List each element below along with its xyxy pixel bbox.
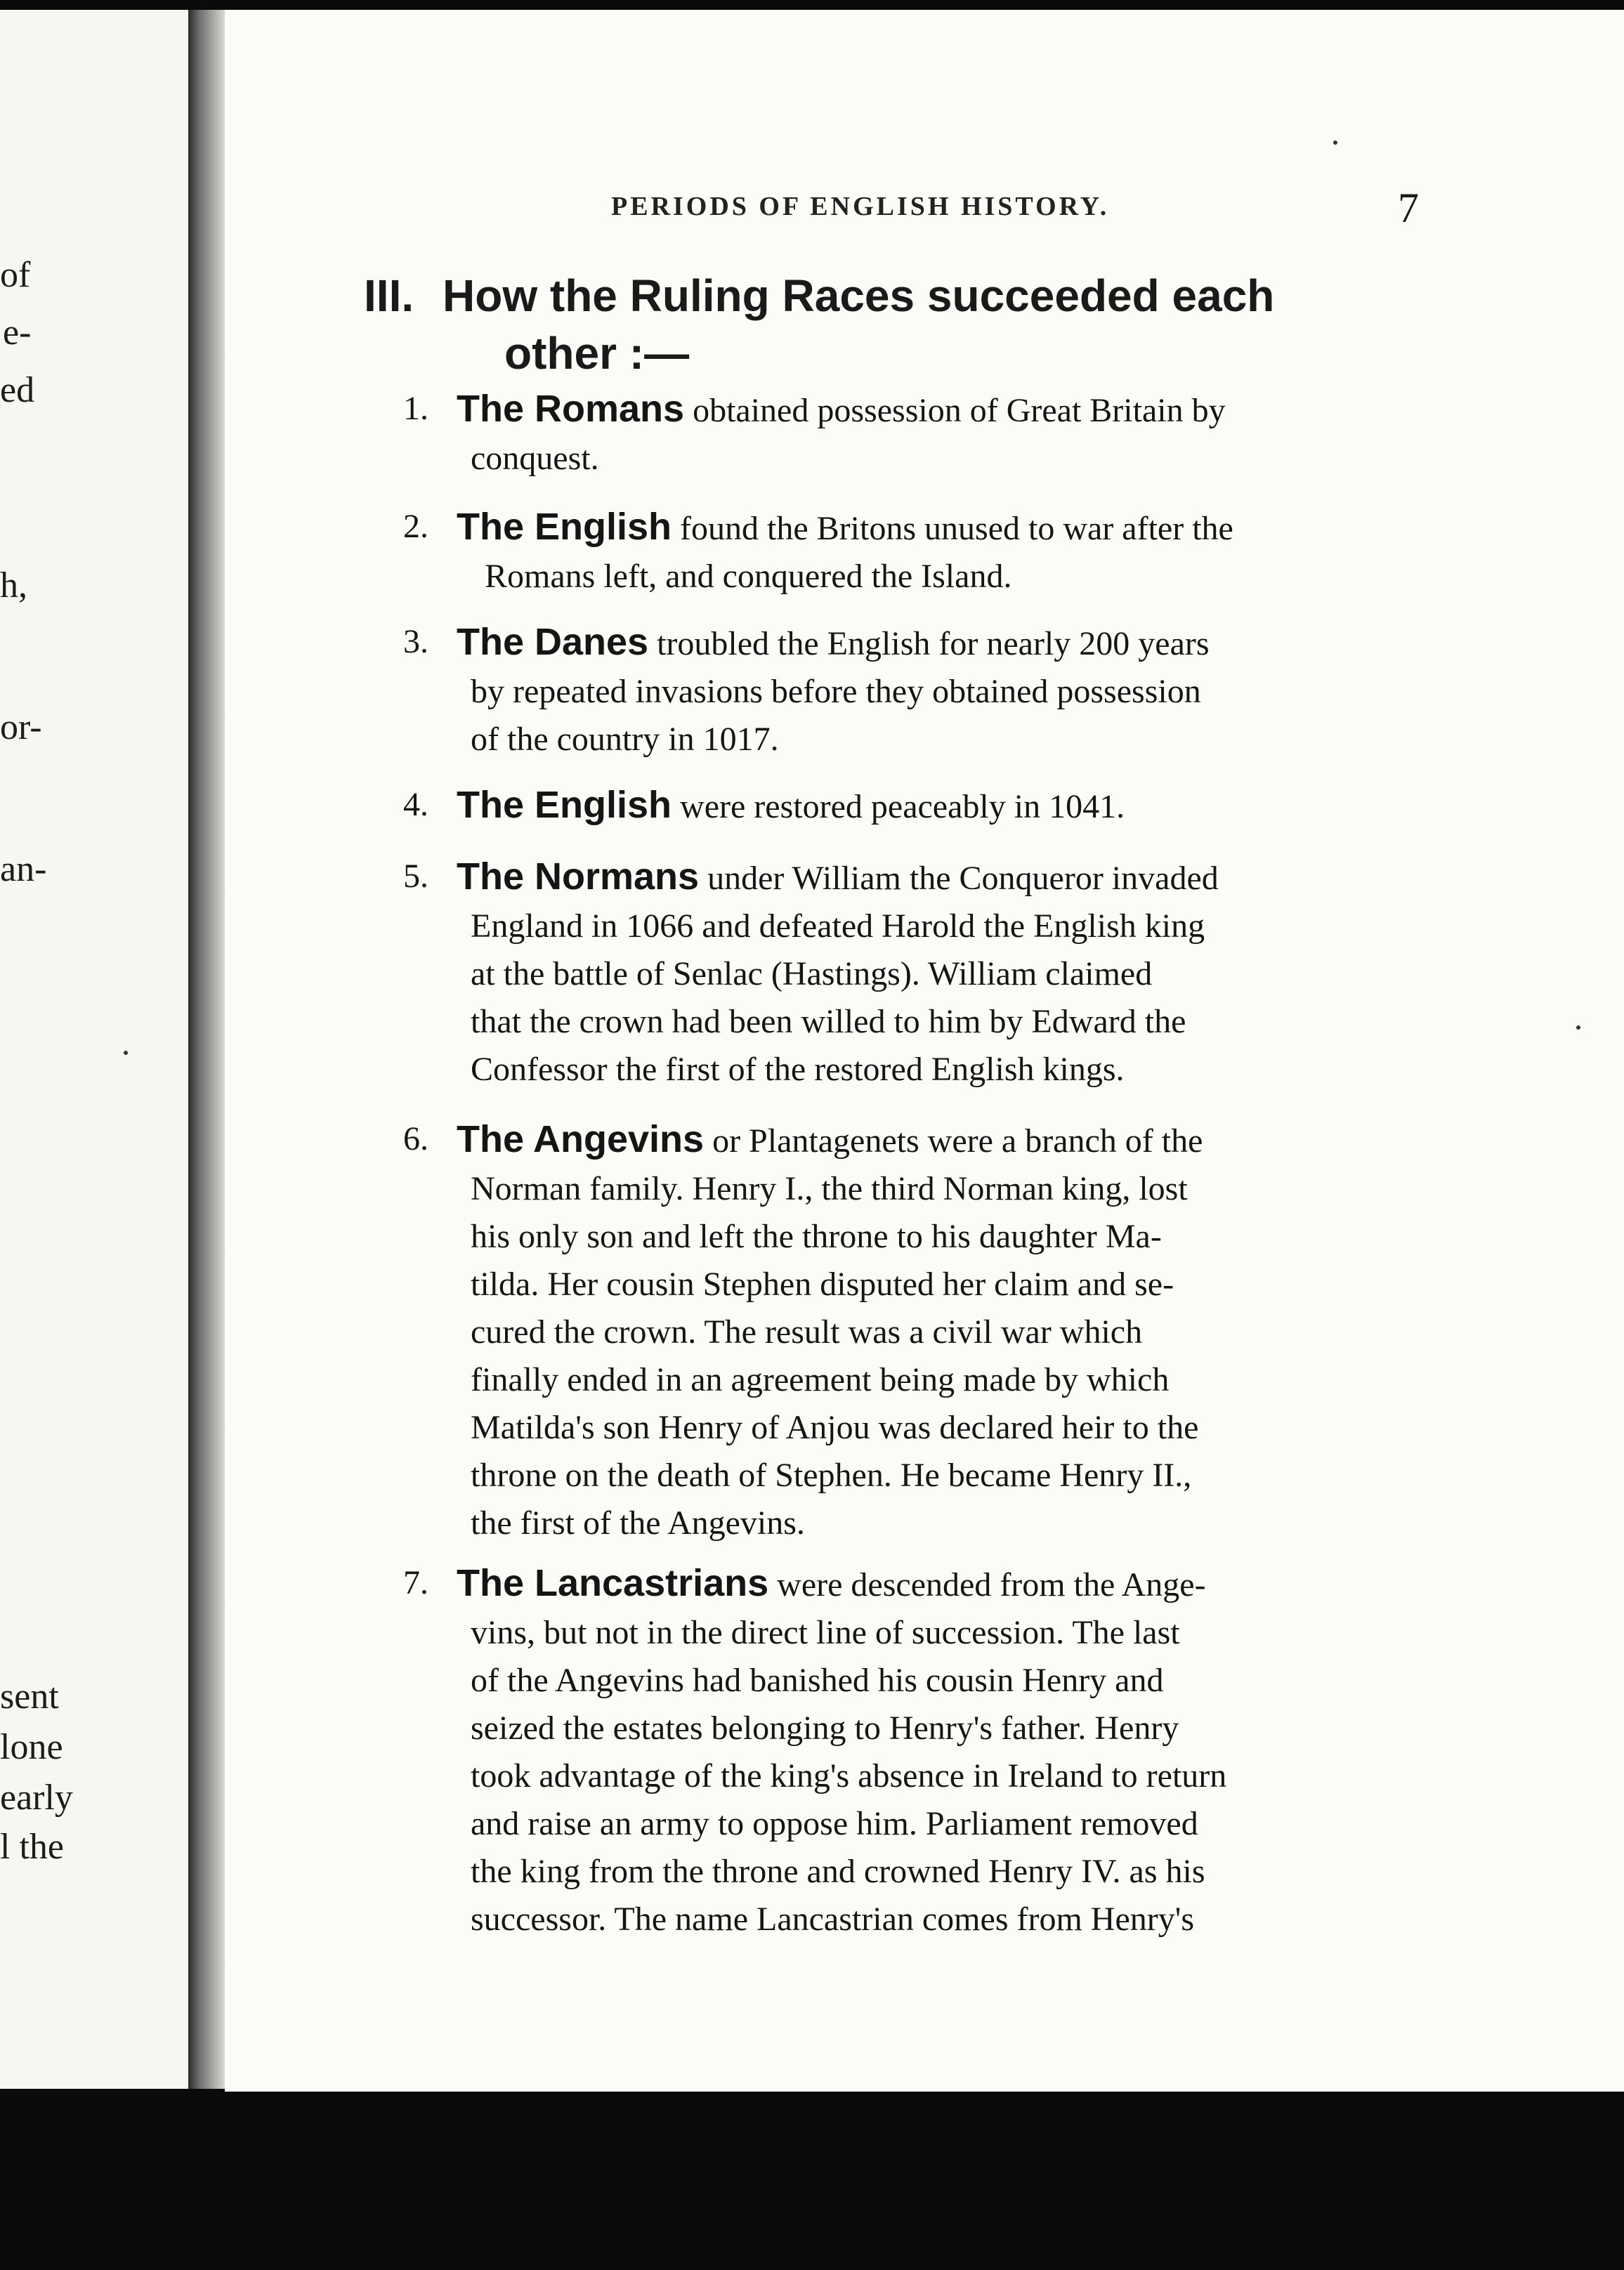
item-line: that the crown had been willed to him by Edward the xyxy=(471,1003,1186,1040)
item-lead: The Normans xyxy=(457,855,700,898)
item-line: throne on the death of Stephen. He became Henry II., xyxy=(471,1457,1192,1494)
list-item xyxy=(403,385,1436,483)
item-line: of the country in 1017. xyxy=(471,721,779,758)
page-number: 7 xyxy=(1398,185,1419,231)
item-line: England in 1066 and defeated Harold the English king xyxy=(471,907,1205,945)
running-header: PERIODS OF ENGLISH HISTORY. xyxy=(611,192,1110,221)
item-lead: The English xyxy=(457,784,672,826)
left-page-fragment: an- xyxy=(0,849,47,889)
item-number: 1. xyxy=(403,390,428,427)
item-line: or Plantagenets were a branch of the xyxy=(712,1122,1203,1160)
left-page-fragment: l the xyxy=(0,1827,64,1867)
left-page-fragment: h, xyxy=(0,565,27,605)
section-number: III. xyxy=(364,270,414,321)
section-title-line: other :— xyxy=(504,328,690,379)
list-item xyxy=(403,503,1436,601)
scan-speck xyxy=(124,1051,128,1055)
item-line: were restored peaceably in 1041. xyxy=(680,788,1125,825)
list-item xyxy=(403,1115,1436,1547)
scan-speck xyxy=(1576,1025,1580,1030)
item-line: troubled the English for nearly 200 years xyxy=(657,625,1210,662)
item-number: 6. xyxy=(403,1120,428,1157)
list-item xyxy=(403,1559,1436,1943)
item-line: and raise an army to oppose him. Parliament removed xyxy=(471,1805,1198,1842)
left-page-fragment: or- xyxy=(0,707,42,747)
item-line: obtained possession of Great Britain by xyxy=(693,392,1226,429)
page-binding xyxy=(188,10,225,2089)
left-page-fragment: ed xyxy=(0,370,35,410)
item-line: of the Angevins had banished his cousin Henry and xyxy=(471,1662,1164,1699)
item-line: successor. The name Lancastrian comes from Henry's xyxy=(471,1901,1195,1938)
left-page-fragment: e- xyxy=(3,313,32,353)
item-line: his only son and left the throne to his daughter Ma- xyxy=(471,1218,1162,1255)
item-line: the first of the Angevins. xyxy=(471,1504,805,1542)
left-page-fragment: of xyxy=(0,255,31,295)
item-number: 3. xyxy=(403,623,428,660)
item-line: conquest. xyxy=(471,440,599,477)
item-number: 5. xyxy=(403,858,428,895)
item-line: at the battle of Senlac (Hastings). William claimed xyxy=(471,955,1153,992)
item-lead: The Danes xyxy=(457,621,649,663)
list-item xyxy=(403,781,1436,831)
item-lead: The Angevins xyxy=(457,1118,705,1160)
item-lead: The Lancastrians xyxy=(457,1562,769,1604)
left-page-fragment: lone xyxy=(0,1727,63,1767)
left-page-fragment: sent xyxy=(0,1677,59,1717)
item-line: Confessor the first of the restored English kings. xyxy=(471,1051,1125,1088)
item-number: 2. xyxy=(403,508,428,545)
item-line: vins, but not in the direct line of succession. The last xyxy=(471,1614,1180,1651)
item-line: Norman family. Henry I., the third Norman king, lost xyxy=(471,1170,1188,1207)
item-line: tilda. Her cousin Stephen disputed her claim and se- xyxy=(471,1266,1174,1303)
item-lead: The Romans xyxy=(457,388,685,430)
item-number: 4. xyxy=(403,786,428,823)
item-lead: The English xyxy=(457,506,672,548)
section-heading xyxy=(364,267,1432,382)
list-item xyxy=(403,618,1436,763)
item-line: under William the Conqueror invaded xyxy=(707,860,1219,897)
item-line: by repeated invasions before they obtained possession xyxy=(471,673,1201,710)
item-line: cured the crown. The result was a civil war which xyxy=(471,1313,1143,1351)
scan-speck xyxy=(1333,140,1337,145)
item-line: found the Britons unused to war after the xyxy=(680,510,1233,547)
item-line: Romans left, and conquered the Island. xyxy=(485,558,1012,595)
list-item xyxy=(403,853,1436,1094)
item-line: were descended from the Ange- xyxy=(777,1566,1206,1603)
item-line: finally ended in an agreement being made by which xyxy=(471,1361,1170,1398)
left-page-fragment: early xyxy=(0,1778,73,1818)
section-title-line: How the Ruling Races succeeded each xyxy=(443,270,1275,321)
item-number: 7. xyxy=(403,1564,428,1601)
item-line: took advantage of the king's absence in Ireland to return xyxy=(471,1757,1227,1795)
item-line: the king from the throne and crowned Henry IV. as his xyxy=(471,1853,1205,1890)
item-line: Matilda's son Henry of Anjou was declared heir to the xyxy=(471,1409,1199,1446)
item-line: seized the estates belonging to Henry's father. Henry xyxy=(471,1710,1179,1747)
